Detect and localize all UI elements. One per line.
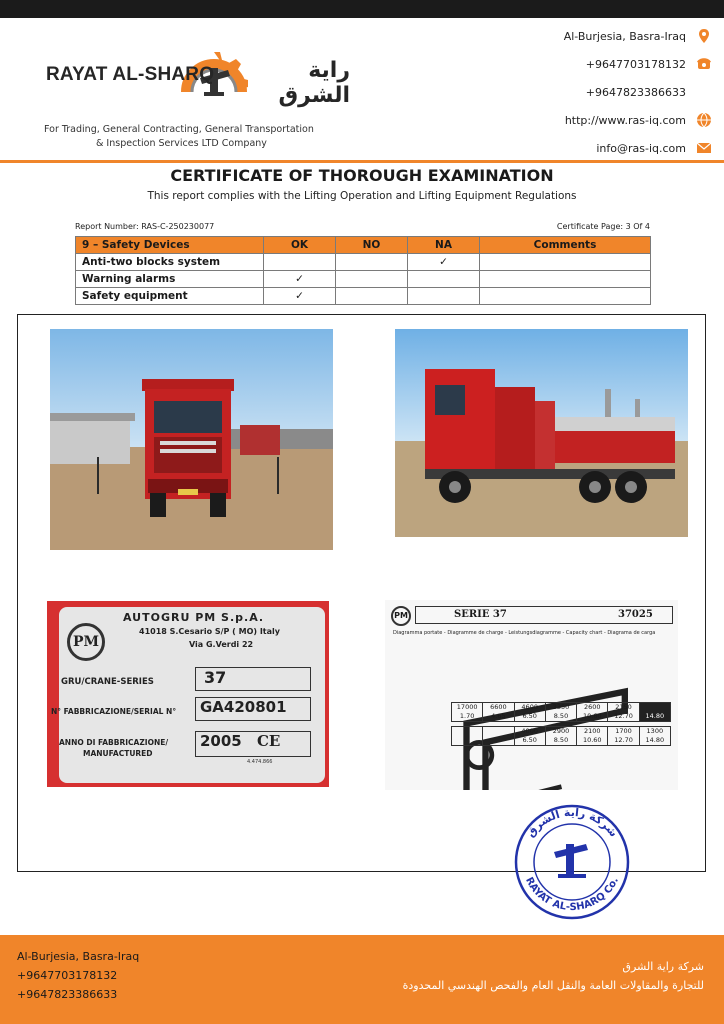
row-comments	[480, 288, 651, 305]
footer-arabic-line-1: شركة راية الشرق	[622, 960, 704, 973]
row-comments	[480, 271, 651, 288]
crane-diagram-icon	[415, 660, 678, 790]
mail-icon	[696, 140, 712, 156]
chart-cell: 17000 1.70	[452, 703, 483, 721]
certificate-title: CERTIFICATE OF THOROUGH EXAMINATION	[170, 166, 554, 185]
report-number: Report Number: RAS-C-250230077	[75, 222, 215, 231]
row-no	[336, 271, 408, 288]
phone-icon	[696, 56, 712, 72]
row-no	[336, 288, 408, 305]
safety-devices-table	[75, 236, 651, 305]
page-footer	[0, 935, 724, 1024]
logo-tagline-line-2: & Inspection Services LTD Company	[96, 138, 267, 149]
photos-frame	[17, 314, 706, 872]
ce-mark: CE	[256, 732, 281, 750]
plate-serial-value: GA420801	[195, 697, 311, 721]
truck-side-photo	[395, 329, 688, 537]
truck-front-image	[50, 329, 333, 550]
phone-1-text[interactable]: +9647703178132	[585, 57, 686, 71]
header-section: 9 – Safety Devices	[76, 237, 264, 254]
logo-english-name: RAYAT AL-SHARQ	[46, 64, 215, 85]
company-stamp-icon	[508, 800, 636, 920]
chart-cell: 2900 8.50	[546, 727, 577, 745]
plate-address-2: Via G.Verdi 22	[189, 640, 254, 649]
chart-cell: 1300 14.80	[645, 727, 665, 744]
plate-year-value: 2005	[200, 732, 242, 750]
chart-paper	[385, 600, 678, 790]
serie-label: SERIE 37	[454, 609, 507, 620]
plate-year-label-1: ANNO DI FABBRICAZIONE/	[59, 738, 169, 747]
plate-small-number: 4.474.866	[247, 759, 273, 765]
serie-box	[415, 606, 673, 624]
company-logo	[30, 40, 350, 170]
phone-2-text[interactable]: +9647823386633	[585, 85, 686, 99]
truck-side-image	[395, 329, 688, 537]
row-label: Safety equipment	[76, 288, 264, 305]
table-row	[76, 254, 651, 271]
footer-contact	[17, 947, 139, 1004]
plate-series-value: 37	[195, 667, 311, 691]
contact-phone-1[interactable]	[452, 50, 712, 78]
truck-front-photo	[50, 329, 333, 550]
chart-caption: Diagramma portate - Diagramme de charge - Leistungsdiagramme - Capacity chart - Diagrama de carga	[393, 630, 656, 636]
address-text: Al-Burjesia, Basra-Iraq	[563, 29, 686, 43]
row-comments	[480, 254, 651, 271]
plate-serial-label: N° FABBRICAZIONE/SERIAL N°	[51, 707, 177, 716]
email-text[interactable]: info@ras-iq.com	[596, 141, 686, 155]
row-ok: ✓	[264, 288, 336, 305]
logo-arabic-name: راية الشرق	[278, 58, 350, 108]
header-no: NO	[336, 237, 408, 254]
row-na	[408, 288, 480, 305]
header-comments: Comments	[480, 237, 651, 254]
chart-row-1	[451, 702, 671, 722]
certificate-subtitle: This report complies with the Lifting Operation and Lifting Equipment Regulations	[147, 190, 577, 202]
pm-small-logo-icon: PM	[391, 606, 411, 626]
row-na: ✓	[408, 254, 480, 271]
header-ok: OK	[264, 237, 336, 254]
contact-address	[452, 22, 712, 50]
header-na: NA	[408, 237, 480, 254]
footer-arabic	[403, 957, 704, 995]
serie-code: 37025	[618, 609, 653, 620]
chart-cell: 3350 8.50	[546, 703, 577, 721]
globe-icon	[696, 112, 712, 128]
footer-arabic-line-2: للتجارة والمقاولات العامة والنقل العام والفحص الهندسي المحدودة	[402, 979, 704, 992]
plate-body	[51, 607, 325, 783]
stamp-arabic-text: شركة راية الشرق	[523, 805, 621, 840]
chart-cell: 2100 10.60	[577, 727, 608, 745]
contact-email[interactable]	[452, 134, 712, 162]
footer-address: Al-Burjesia, Basra-Iraq	[17, 950, 140, 963]
certificate-page: Certificate Page: 3 Of 4	[556, 222, 650, 231]
top-black-bar	[0, 0, 724, 18]
plate-series-label: GRU/CRANE-SERIES	[61, 677, 154, 687]
row-na	[408, 271, 480, 288]
table-header-row	[76, 237, 651, 254]
plate-year-label	[59, 737, 168, 759]
contact-phone-2[interactable]	[452, 78, 712, 106]
chart-cell	[483, 727, 514, 745]
chart-row-2	[451, 726, 671, 746]
plate-year-label-2: MANUFACTURED	[83, 749, 153, 758]
manufacturer-plate-photo	[47, 601, 329, 787]
chart-cell: 2600 10.60	[577, 703, 608, 721]
chart-cell: 4600 6.50	[515, 703, 546, 721]
plate-maker: AUTOGRU PM S.p.A.	[123, 611, 265, 624]
stamp-english-text: RAYAT AL-SHARQ Co.	[523, 875, 621, 914]
chart-cell: 6600 4.65	[483, 703, 514, 721]
contact-block	[452, 22, 712, 162]
pm-logo-icon: PM	[67, 623, 105, 661]
chart-cell: 1700 12.70	[608, 727, 639, 745]
table-row	[76, 288, 651, 305]
row-no	[336, 254, 408, 271]
row-ok: ✓	[264, 271, 336, 288]
capacity-chart-photo	[385, 600, 678, 790]
logo-tagline-line-1: For Trading, General Contracting, General Transportation	[44, 124, 314, 135]
website-text[interactable]: http://www.ras-iq.com	[564, 113, 686, 127]
table-row	[76, 271, 651, 288]
row-ok	[264, 254, 336, 271]
chart-cell: 14.80	[640, 703, 670, 721]
location-pin-icon	[696, 28, 712, 44]
row-label: Anti-two blocks system	[76, 254, 264, 271]
contact-website[interactable]	[452, 106, 712, 134]
row-label: Warning alarms	[76, 271, 264, 288]
header-divider	[0, 160, 724, 163]
chart-cell: 2150 12.70	[608, 703, 639, 721]
plate-address-1: 41018 S.Cesario S/P ( MO) Italy	[139, 627, 280, 636]
chart-cell: 4000 6.50	[515, 727, 546, 745]
footer-phone-1[interactable]: +9647703178132	[17, 969, 118, 982]
chart-cell	[452, 727, 483, 745]
empty-icon-slot	[696, 84, 712, 100]
footer-phone-2[interactable]: +9647823386633	[17, 988, 118, 1001]
plate-year-box	[195, 731, 311, 757]
